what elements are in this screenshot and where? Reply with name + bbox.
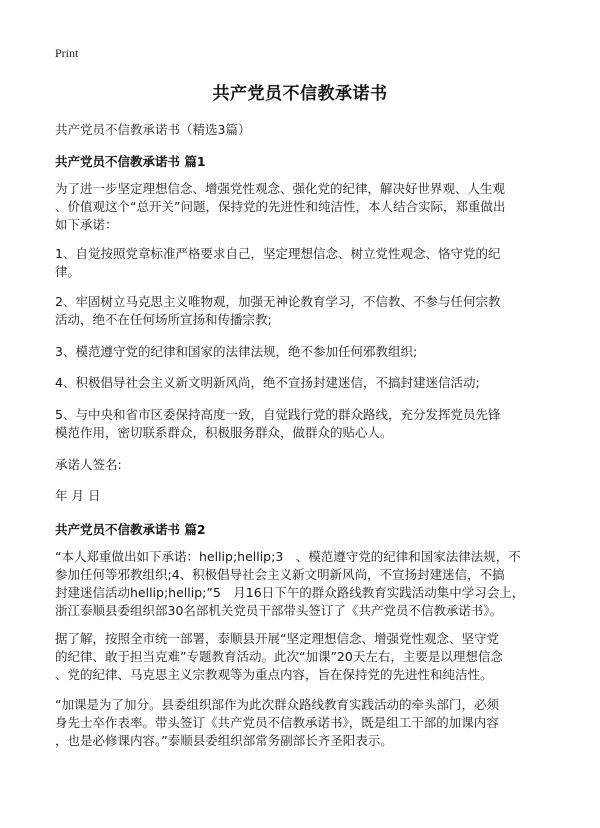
text-line: 为了进一步坚定理想信念、增强党性观念、强化党的纪律，解决好世界观、人生观	[55, 181, 506, 196]
section-1-paragraph-3	[55, 293, 555, 329]
text-line: ，也是必修课内容。”泰顺县委组织部常务副部长齐圣阳表示。	[55, 733, 393, 748]
document-subtitle: 共产党员不信教承诺书（精选3篇）	[55, 122, 251, 137]
section-1-heading: 共产党员不信教承诺书 篇1	[55, 154, 206, 169]
text-line: 律。	[55, 264, 81, 279]
section-2-heading: 共产党员不信教承诺书 篇2	[55, 522, 206, 537]
section-1-paragraph-5	[55, 374, 555, 392]
text-line: 、价值观这个“总开关”问题，保持党的先进性和纯洁性，本人结合实际，郑重做出	[55, 199, 506, 214]
section-1-paragraph-1	[55, 180, 555, 234]
text-line: “加课是为了加分。县委组织部作为此次群众路线教育实践活动的牵头部门，必须	[55, 697, 499, 712]
section-1-paragraph-2	[55, 245, 555, 281]
text-line: 模范作用，密切联系群众，积极服务群众，做群众的贴心人。	[55, 425, 393, 440]
text-line: 承诺人签名:	[55, 457, 122, 472]
section-2-paragraph-1	[55, 548, 555, 620]
text-line: 的纪律、敢于担当克难”专题教育活动。此次“加课”20天左右，主要是以理想信念	[55, 649, 503, 664]
text-line: “本人郑重做出如下承诺：hellip;hellip;3 、模范遵守党的纪律和国家法律法规，不	[55, 549, 521, 564]
text-line: 2、牢固树立马克思主义唯物观，加强无神论教育学习，不信教、不参与任何宗教	[55, 294, 501, 309]
text-line: 活动，绝不在任何场所宣扬和传播宗教;	[55, 312, 272, 327]
print-link[interactable]: Print	[55, 46, 79, 60]
text-line: 封建迷信活动hellip;hellip;”5 月16日下午的群众路线教育实践活动集中学习会上，	[55, 585, 525, 600]
section-2-paragraph-2	[55, 630, 555, 684]
section-1-paragraph-4	[55, 343, 555, 361]
text-line: 身先士卒作表率。带头签订《共产党员不信教承诺书》，既是组工干部的加课内容	[55, 715, 499, 730]
section-2-paragraph-3	[55, 696, 555, 750]
signature-label	[55, 456, 555, 474]
text-line: 3、模范遵守党的纪律和国家的法律法规，绝不参加任何邪教组织;	[55, 344, 418, 359]
text-line: 5、与中央和省市区委保持高度一致，自觉践行党的群众路线，充分发挥党员先锋	[55, 407, 501, 422]
text-line: 浙江泰顺县委组织部30名部机关党员干部带头签订了《共产党员不信教承诺书》。	[55, 603, 503, 618]
text-line: 、党的纪律、马克思主义宗教观等为重点内容，旨在保持党的先进性和纯洁性。	[55, 667, 493, 682]
section-1-paragraph-6	[55, 406, 555, 442]
text-line: 4、积极倡导社会主义新文明新风尚，绝不宣扬封建迷信，不搞封建迷信活动;	[55, 375, 480, 390]
text-line: 据了解，按照全市统一部署，泰顺县开展“坚定理想信念、增强党性观念、坚守党	[55, 631, 499, 646]
text-line: 参加任何等邪教组织;4、积极倡导社会主义新文明新风尚，不宣扬封建迷信，不搞	[55, 567, 505, 582]
date-line	[55, 487, 555, 505]
text-line: 如下承诺：	[55, 217, 118, 232]
text-line: 年 月 日	[55, 488, 101, 503]
document-title: 共产党员不信教承诺书	[212, 84, 388, 104]
text-line: 1、自觉按照党章标准严格要求自己，坚定理想信念、树立党性观念、恪守党的纪	[55, 246, 501, 261]
